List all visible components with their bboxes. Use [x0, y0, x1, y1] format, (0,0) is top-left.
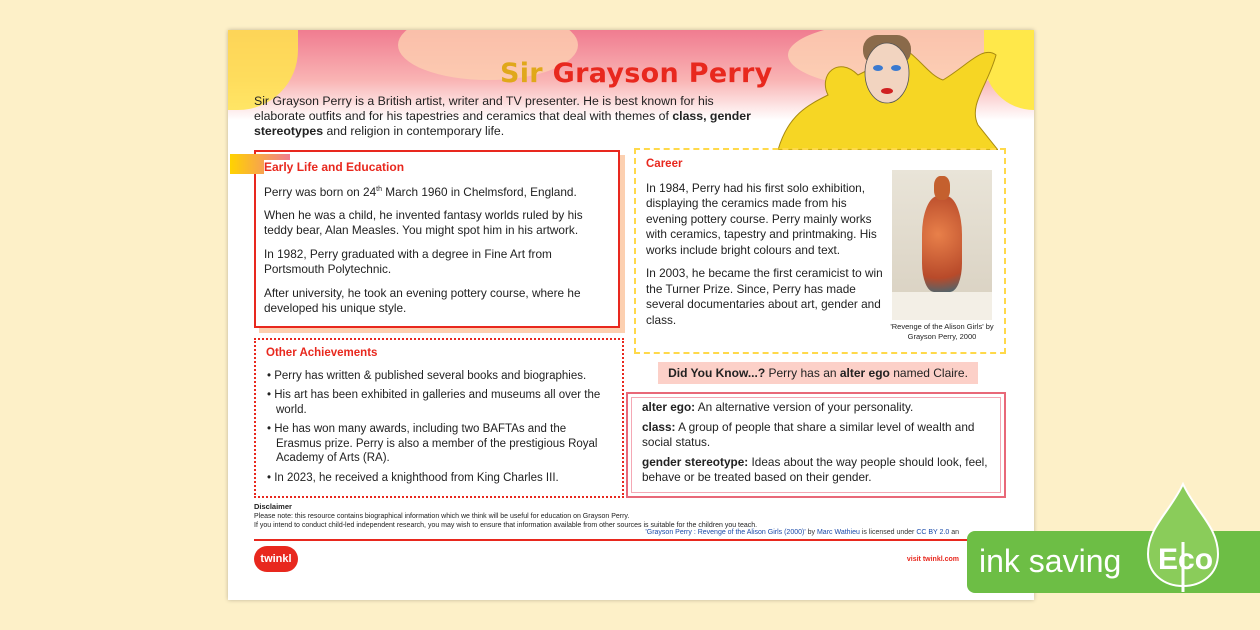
visit-link[interactable]: visit twinkl.com — [906, 556, 959, 563]
photo-caption: 'Revenge of the Alison Girls' by Grayson Perry, 2000 — [890, 322, 994, 341]
grayson-perry-illustration — [768, 35, 998, 150]
career-section: Career In 1984, Perry had his first solo exhibition, displaying the ceramics made from his evening pottery course. Perry mainly works with ceramics, tapestry and printmaking. His works include bright colours and text. In 2003, he became the first ceramicist to win the Turner Prize. Since, Perry has made several documentaries about art, gender and class. 'Revenge of the Alison Girls' by Grayson Perry, 2000 — [634, 148, 1006, 354]
twinkl-logo: twinkl — [254, 546, 298, 572]
early-life-section: Early Life and Education Perry was born on 24th March 1960 in Chelmsford, England. When he was a child, he invented fantasy worlds ruled by his teddy bear, Alan Measles. You might spot him in his artwork. In 1982, Perry graduated with a degree in Fine Art from Portsmouth Polytechnic. After university, he took an evening pottery course, where he developed his unique style. — [254, 150, 620, 328]
disclaimer: Disclaimer Please note: this resource contains biographical information which we think will be useful for education on Grayson Perry. If you intend to conduct child-led independent research, you may wish to ensure that information available from other sources is suitable for the children you teach. — [254, 502, 758, 529]
glossary-item: class: A group of people that share a similar level of wealth and social status. — [642, 420, 975, 449]
other-achievements-section — [254, 338, 624, 498]
list-item: • Perry has written & published several books and biographies. — [267, 369, 587, 382]
did-you-know-banner: Did You Know...? Perry has an alter ego named Claire. — [658, 362, 978, 384]
work-link[interactable]: 'Grayson Perry : Revenge of the Alison Girls (2000)' — [645, 529, 806, 536]
career-heading: Career — [646, 158, 683, 170]
list-item: • His art has been exhibited in galleries and museums all over the world. — [267, 389, 601, 416]
resource-page — [228, 30, 1034, 600]
other-achievements-heading: Other Achievements — [266, 347, 378, 359]
glossary-item: gender stereotype: Ideas about the way people should look, feel, behave or be treated based on their gender. — [642, 455, 988, 484]
list-item: • He has won many awards, including two BAFTAs and the Erasmus prize. Perry is also a member of the prestigious Royal Academy of Arts (RA). — [267, 423, 598, 464]
ink-saving-badge: ink saving — [967, 531, 1260, 593]
image-credit: 'Grayson Perry : Revenge of the Alison Girls (2000)' by Marc Wathieu is licensed under CC BY 2.0 an — [645, 529, 959, 536]
glossary-item: alter ego: An alternative version of your personality. — [642, 400, 914, 414]
intro-paragraph: Sir Grayson Perry is a British artist, writer and TV presenter. He is best known for his elaborate outfits and for his tapestries and ceramics that deal with themes of class, gender stereotypes and religion in contemporary life. — [254, 94, 751, 138]
author-link[interactable]: Marc Wathieu — [816, 529, 860, 536]
vase-photo — [892, 170, 992, 320]
eco-label: Eco — [1158, 543, 1214, 576]
early-life-heading: Early Life and Education — [264, 160, 405, 174]
footer-divider — [254, 539, 1034, 541]
page-title: Sir Grayson Perry — [500, 58, 773, 89]
license-link[interactable]: CC BY 2.0 — [916, 529, 950, 536]
list-item: • In 2023, he received a knighthood from King Charles III. — [267, 471, 559, 484]
glossary-box — [626, 392, 1006, 498]
